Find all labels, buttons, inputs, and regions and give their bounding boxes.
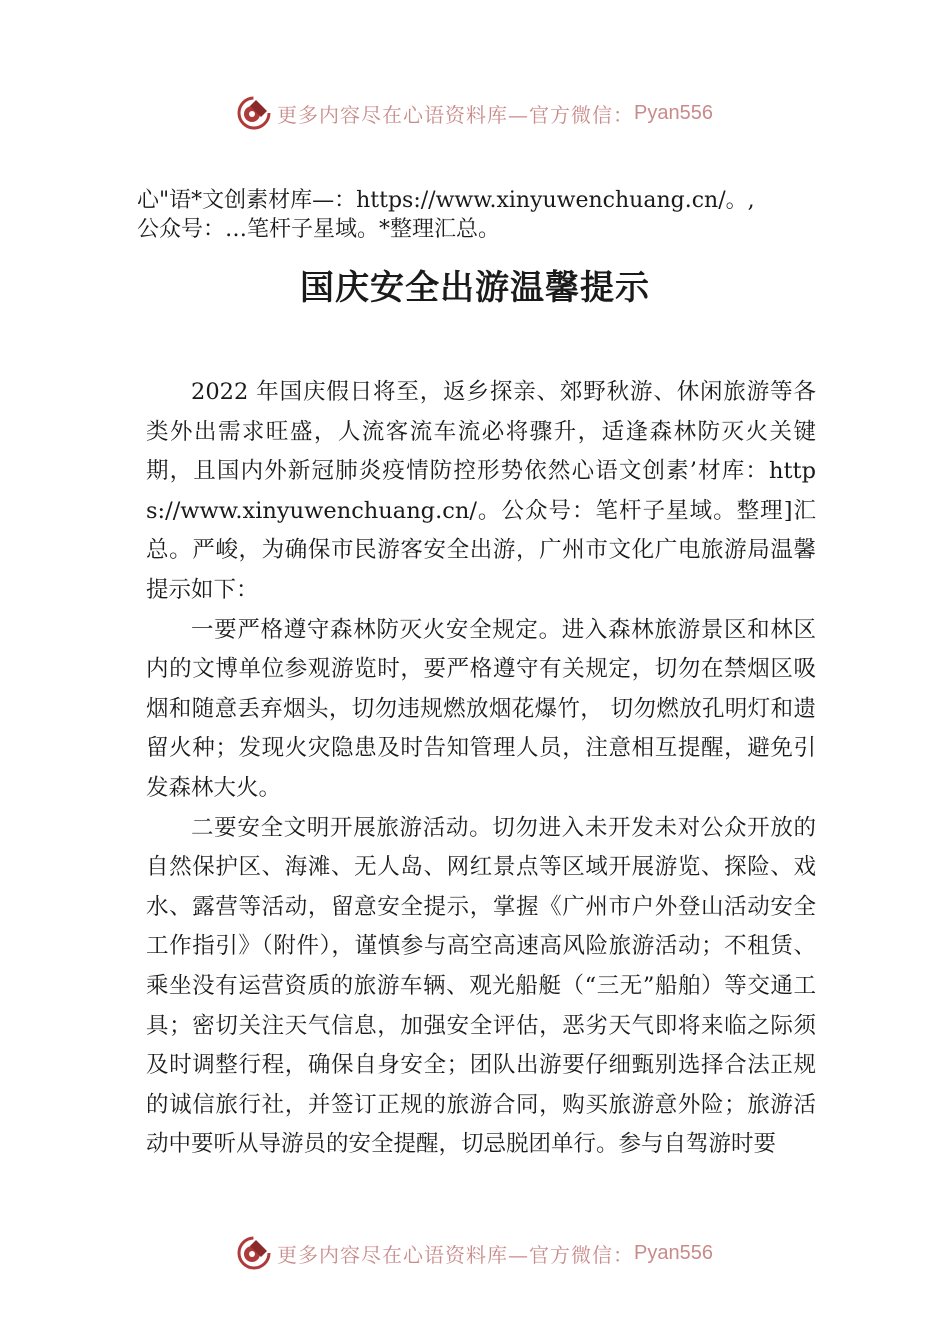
paragraph: 二要安全文明开展旅游活动。切勿进入未开发未对公众开放的自然保护区、海滩、无人岛、网红景点等区域开展游览、探险、戏水、露营等活动，留意安全提示，掌握《广州市户外登山活动安全工作指引》（附件），谨慎参与高空高速高风险旅游活动；不租赁、乘坐没有运营资质的旅游车辆、观光船艇（“三无”船舶）等交通工具；密切关注天气信息，加强安全评估，恶劣天气即将来临之际须及时调整行程，确保自身安全；团队出游要仔细甄别选择合法正规的诚信旅行社，并签订正规的旅游合同，购买旅游意外险；旅游活动中要听从导游员的安全提醒，切忌脱团单行。参与自驾游时要 <box>146 814 816 1158</box>
brand-logo-icon <box>237 96 271 130</box>
banner-wechat-id: Pyan556 <box>634 1241 713 1264</box>
banner-site-text: 更多内容尽在心语资料库—官方微信： <box>277 1242 635 1267</box>
document-body <box>146 373 816 1165</box>
paragraph: 2022 年国庆假日将至，返乡探亲、郊野秋游、休闲旅游等各类外出需求旺盛，人流客流车流必将骤升，适逢森林防灭火关键期，且国内外新冠肺炎疫情防控形势依然心语文创素’材库：https://www.xinyuwenchuang.cn/。公众号：笔杆子星域。整理]汇总。严峻，为确保市民游客安全出游，广州市文化广电旅游局温馨提示如下： <box>146 379 816 603</box>
paragraph: 一要严格遵守森林防灭火安全规定。进入森林旅游景区和林区内的文博单位参观游览时，要严格遵守有关规定，切勿在禁烟区吸烟和随意丢弃烟头，切勿违规燃放烟花爆竹， 切勿燃放孔明灯和遗留火种；发现火灾隐患及时告知管理人员，注意相互提醒，避免引发森林大火。 <box>146 616 816 801</box>
source-line: 公众号：…笔杆子星域。*整理汇总。 <box>137 217 501 242</box>
document-title: 国庆安全出游温馨提示 <box>300 268 650 308</box>
footer-banner <box>0 1233 950 1273</box>
source-line: 心"语*文创素材库—：https://www.xinyuwenchuang.cn/。, <box>137 188 755 213</box>
brand-logo-icon <box>237 1236 271 1270</box>
header-banner <box>0 93 950 133</box>
banner-site-text: 更多内容尽在心语资料库—官方微信： <box>277 102 635 127</box>
banner-wechat-id: Pyan556 <box>634 101 713 124</box>
